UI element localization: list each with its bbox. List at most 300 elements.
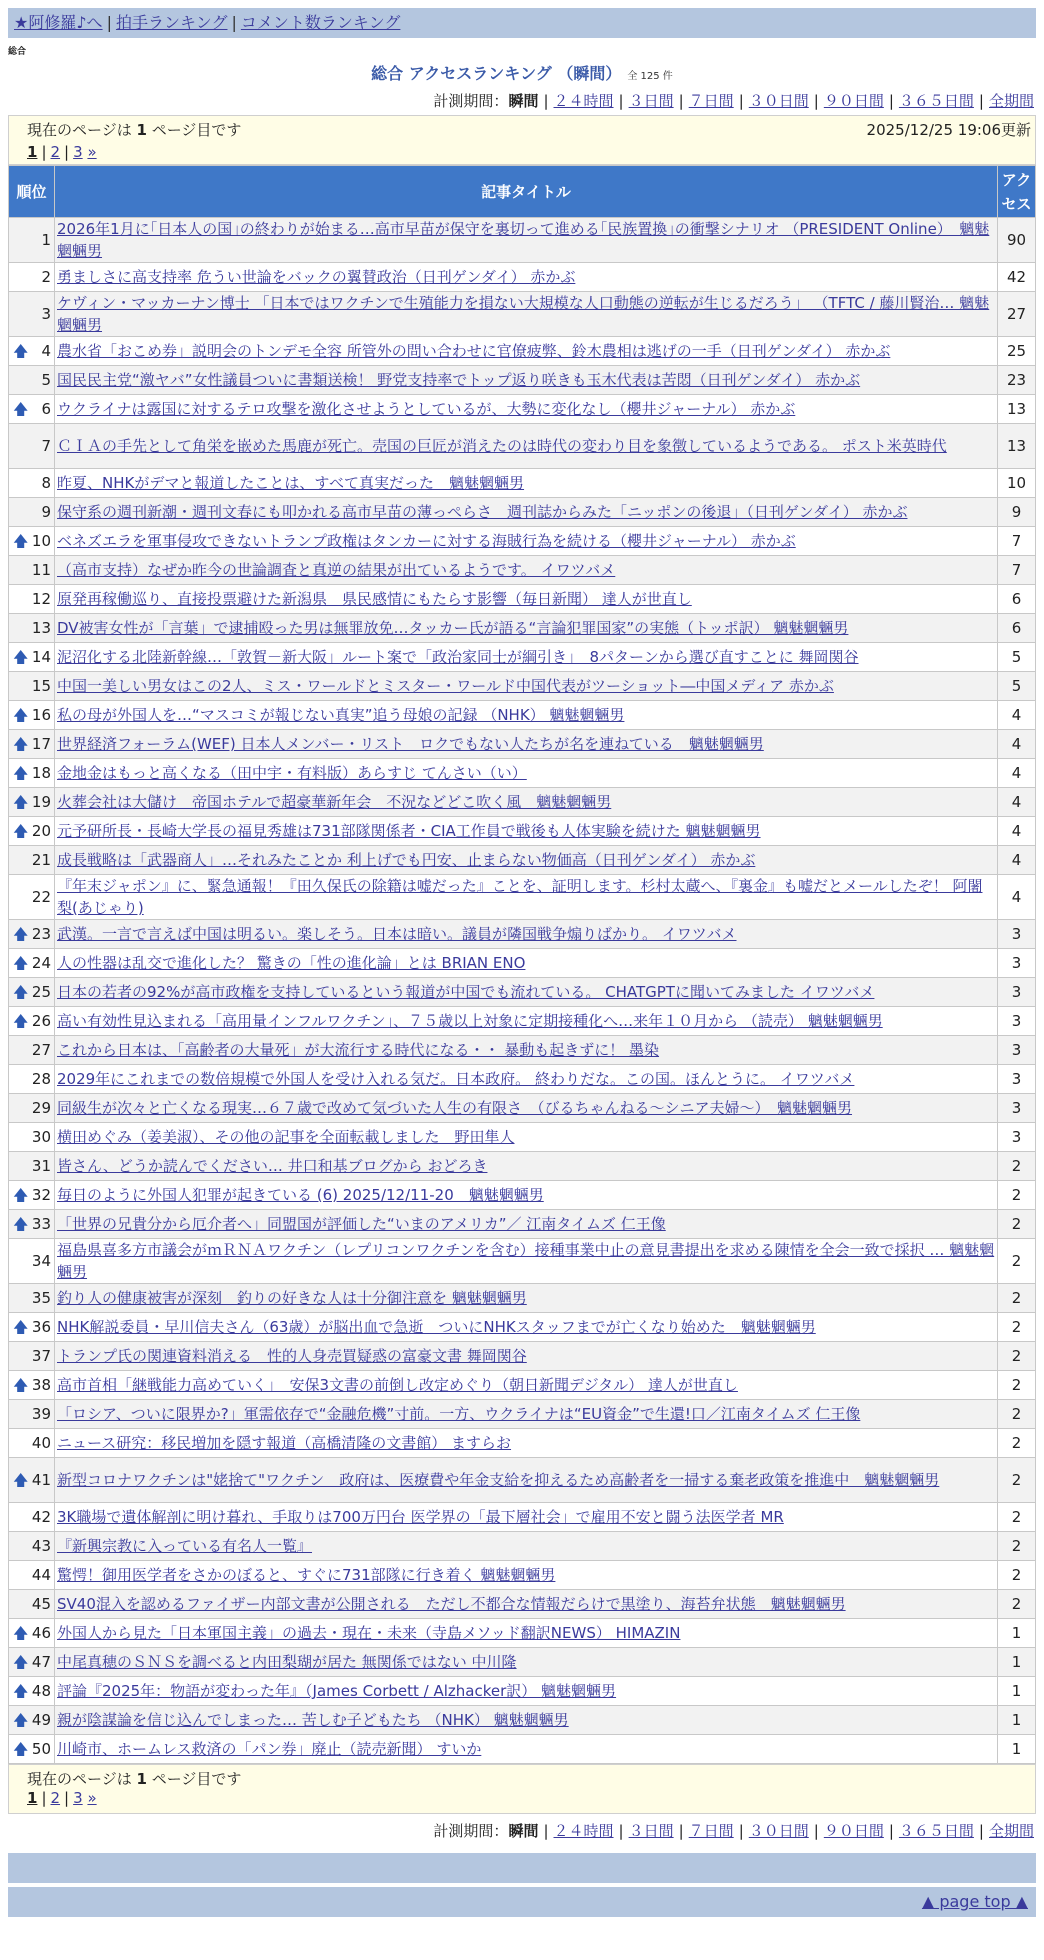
article-link[interactable]: 高市首相「継戦能力高めていく」 安保3文書の前倒し改定めぐり（朝日新聞デジタル） 達人が世直し: [57, 1376, 738, 1394]
rank-cell: [9, 920, 55, 949]
current-page-text: 現在のページは 1 ページ目です: [27, 121, 242, 139]
article-link[interactable]: 毎日のように外国人犯罪が起きている (6) 2025/12/11-20 魑魅魍魎男: [57, 1186, 544, 1204]
access-count: 3: [998, 1123, 1036, 1152]
period-option-5[interactable]: ３６５日間: [898, 1822, 974, 1840]
article-link[interactable]: 評論『2025年：物語が変わった年』（James Corbett / Alzhacker訳） 魑魅魍魎男: [57, 1682, 617, 1700]
title-cell: [55, 1036, 998, 1065]
rank-cell: [9, 788, 55, 817]
rank-cell: [9, 1239, 55, 1284]
table-row: [9, 1284, 1036, 1313]
article-link[interactable]: 私の母が外国人を…“マスコミが報じない真実”追う母娘の記録 （NHK） 魑魅魍魎男: [57, 706, 625, 724]
rank-number: 28: [31, 1070, 51, 1088]
rank-number: 10: [31, 532, 51, 550]
up-arrow-icon: 🡅: [13, 532, 29, 550]
title-cell: [55, 292, 998, 337]
article-link[interactable]: ベネズエラを軍事侵攻できないトランプ政権はタンカーに対する海賊行為を続ける（櫻井ジャーナル） 赤かぶ: [57, 532, 796, 550]
article-link[interactable]: 新型コロナワクチンは"姥捨て"ワクチン 政府は、医療費や年金支給を抑えるため高齢者を一掃する棄老政策を推進中 魑魅魍魎男: [57, 1471, 940, 1489]
rank-number: 50: [31, 1740, 51, 1758]
access-count: 3: [998, 1065, 1036, 1094]
period-option-6[interactable]: 全期間: [988, 92, 1034, 110]
rank-number: 5: [41, 371, 51, 389]
table-header-row: [9, 166, 1036, 218]
up-arrow-icon: 🡅: [13, 1012, 29, 1030]
rank-cell: [9, 1619, 55, 1648]
table-row: [9, 1371, 1036, 1400]
access-count: 3: [998, 978, 1036, 1007]
rank-number: 18: [31, 764, 51, 782]
rank-number: 30: [31, 1128, 51, 1146]
article-link[interactable]: 中国一美しい男女はこの2人、ミス・ワールドとミスター・ワールド中国代表がツーショット―中国メディア 赤かぶ: [57, 677, 834, 695]
table-row: [9, 1094, 1036, 1123]
pager-current-page: 1: [27, 143, 38, 161]
rank-cell: [9, 1036, 55, 1065]
article-link[interactable]: 親が陰謀論を信じ込んでしまった… 苦しむ子どもたち （NHK） 魑魅魍魎男: [57, 1711, 569, 1729]
title-cell: [55, 672, 998, 701]
category-label: 総合: [8, 47, 27, 57]
rank-number: 44: [31, 1566, 51, 1584]
table-row: [9, 498, 1036, 527]
rank-cell: [9, 1735, 55, 1764]
rank-number: 29: [31, 1099, 51, 1117]
article-link[interactable]: 保守系の週刊新潮・週刊文春にも叩かれる高市早苗の薄っぺらさ 週刊誌からみた「ニッポンの後退」（日刊ゲンダイ） 赤かぶ: [57, 503, 908, 521]
title-cell: [55, 788, 998, 817]
period-option-0[interactable]: ２４時間: [553, 1822, 614, 1840]
article-link[interactable]: 元予研所長・長崎大学長の福見秀雄は731部隊関係者・CIA工作員で戦後も人体実験を続けた 魑魅魍魎男: [57, 822, 761, 840]
rank-number: 22: [31, 888, 51, 906]
access-count: 3: [998, 920, 1036, 949]
article-link[interactable]: 世界経済フォーラム(WEF) 日本人メンバー・リスト ロクでもない人たちが名を連ねている 魑魅魍魎男: [57, 735, 764, 753]
title-cell: [55, 1007, 998, 1036]
title-cell: [55, 1371, 998, 1400]
rank-cell: [9, 1400, 55, 1429]
title-cell: [55, 1648, 998, 1677]
article-link[interactable]: 『新興宗教に入っている有名人一覧』: [57, 1537, 313, 1555]
period-separator: |: [543, 92, 549, 110]
period-option-4[interactable]: ９０日間: [823, 1822, 884, 1840]
article-link[interactable]: 農水省「おこめ券」説明会のトンデモ全容 所管外の問い合わせに官僚疲弊、鈴木農相は逃げの一手（日刊ゲンダイ） 赤かぶ: [57, 342, 891, 360]
title-cell: [55, 614, 998, 643]
header-access: アクセス: [998, 166, 1036, 218]
table-row: [9, 846, 1036, 875]
table-row: [9, 672, 1036, 701]
up-arrow-icon: 🡅: [13, 1653, 29, 1671]
period-option-2[interactable]: ７日間: [688, 92, 734, 110]
rank-number: 36: [31, 1318, 51, 1336]
up-arrow-icon: 🡅: [13, 400, 29, 418]
table-row: [9, 1590, 1036, 1619]
rank-cell: [9, 614, 55, 643]
rank-number: 42: [31, 1508, 51, 1526]
rank-number: 4: [41, 342, 51, 360]
header-rank: 順位: [9, 166, 55, 218]
rank-number: 45: [31, 1595, 51, 1613]
article-link[interactable]: 驚愕！御用医学者をさかのぼると、すぐに731部隊に行き着く 魑魅魍魎男: [57, 1566, 556, 1584]
pager-next[interactable]: »: [87, 143, 97, 161]
page-info-bottom: [8, 1764, 1036, 1814]
title-cell: [55, 1094, 998, 1123]
access-count: 5: [998, 672, 1036, 701]
title-cell: [55, 1706, 998, 1735]
rank-cell: [9, 527, 55, 556]
up-arrow-icon: 🡅: [13, 1682, 29, 1700]
period-current: 瞬間: [508, 1822, 539, 1840]
rank-cell: [9, 1342, 55, 1371]
table-row: [9, 556, 1036, 585]
rank-number: 35: [31, 1289, 51, 1307]
rank-cell: [9, 1590, 55, 1619]
table-row: [9, 263, 1036, 292]
title-cell: [55, 585, 998, 614]
table-row: [9, 337, 1036, 366]
period-option-0[interactable]: ２４時間: [553, 92, 614, 110]
article-link[interactable]: 釣り人の健康被害が深刻 釣りの好きな人は十分御注意を 魑魅魍魎男: [57, 1289, 527, 1307]
table-row: [9, 1239, 1036, 1284]
access-count: 2: [998, 1210, 1036, 1239]
title-cell: [55, 730, 998, 759]
rank-number: 37: [31, 1347, 51, 1365]
article-link[interactable]: 2029年にこれまでの数倍規模で外国人を受け入れる気だ。日本政府。 終わりだな。この国。ほんとうに。 イワツバメ: [57, 1070, 855, 1088]
article-link[interactable]: ニュース研究：移民増加を隠す報道（高橋清隆の文書館） ますらお: [57, 1434, 512, 1452]
period-option-3[interactable]: ３０日間: [748, 92, 809, 110]
period-option-3[interactable]: ３０日間: [748, 1822, 809, 1840]
period-option-1[interactable]: ３日間: [628, 92, 674, 110]
up-arrow-icon: 🡅: [13, 648, 29, 666]
up-arrow-icon: 🡅: [13, 822, 29, 840]
article-link[interactable]: 高い有効性見込まれる「高用量インフルワクチン」、７５歳以上対象に定期接種化へ…来年１０月から （読売） 魑魅魍魎男: [57, 1012, 883, 1030]
access-count: 7: [998, 527, 1036, 556]
access-count: 1: [998, 1735, 1036, 1764]
access-count: 2: [998, 1400, 1036, 1429]
table-row: [9, 1706, 1036, 1735]
table-row: [9, 1036, 1036, 1065]
rank-number: 39: [31, 1405, 51, 1423]
period-option-1[interactable]: ３日間: [628, 1822, 674, 1840]
rank-cell: [9, 1313, 55, 1342]
title-cell: [55, 701, 998, 730]
rank-cell: [9, 263, 55, 292]
table-row: [9, 1532, 1036, 1561]
title-cell: [55, 759, 998, 788]
access-count: 3: [998, 949, 1036, 978]
period-separator: |: [813, 1822, 819, 1840]
article-link[interactable]: 3K職場で遺体解剖に明け暮れ、手取りは700万円台 医学界の「最下層社会」で雇用不安と闘う法医学者 MR: [57, 1508, 784, 1526]
access-count: 2: [998, 1590, 1036, 1619]
table-row: [9, 817, 1036, 846]
title-cell: [55, 556, 998, 585]
title-cell: [55, 949, 998, 978]
access-count: 2: [998, 1152, 1036, 1181]
title-cell: [55, 1313, 998, 1342]
table-row: [9, 1400, 1036, 1429]
period-separator: |: [813, 92, 819, 110]
rank-cell: [9, 701, 55, 730]
pager-page-3[interactable]: 3: [73, 1789, 83, 1807]
table-row: [9, 1007, 1036, 1036]
access-count: 9: [998, 498, 1036, 527]
access-count: 4: [998, 788, 1036, 817]
access-count: 4: [998, 817, 1036, 846]
up-arrow-icon: 🡅: [13, 983, 29, 1001]
access-count: 2: [998, 1371, 1036, 1400]
article-link[interactable]: 成長戦略は「武器商人」…それみたことか 利上げでも円安、止まらない物価高（日刊ゲンダイ） 赤かぶ: [57, 851, 756, 869]
article-link[interactable]: 火葬会社は大儲け 帝国ホテルで超豪華新年会 不況などどこ吹く風 魑魅魍魎男: [57, 793, 612, 811]
title-cell: [55, 1284, 998, 1313]
title-cell: [55, 469, 998, 498]
rank-number: 12: [31, 590, 51, 608]
article-link[interactable]: 「ロシア、ついに限界か?」軍需依存で“金融危機”寸前。一方、ウクライナは“EU資金”で生還!口／江南タイムズ 仁王像: [57, 1405, 861, 1423]
table-row: [9, 701, 1036, 730]
rank-cell: [9, 817, 55, 846]
up-arrow-icon: 🡅: [13, 793, 29, 811]
article-link[interactable]: 金地金はもっと高くなる（田中宇・有料版）あらすじ てんさい（い）: [57, 764, 527, 782]
article-link[interactable]: これから日本は、「高齢者の大量死」が大流行する時代になる・・ 暴動も起きずに！ 墨染: [57, 1041, 660, 1059]
title-cell: [55, 1342, 998, 1371]
article-link[interactable]: 2026年1月に｢日本人の国｣の終わりが始まる…高市早苗が保守を裏切って進める｢民族置換｣の衝撃シナリオ （PRESIDENT Online） 魑魅魍魎男: [57, 220, 990, 260]
rank-cell: [9, 643, 55, 672]
article-link[interactable]: 日本の若者の92%が高市政権を支持しているという報道が中国でも流れている。 CHATGPTに聞いてみました イワツバメ: [57, 983, 875, 1001]
period-separator: |: [888, 92, 894, 110]
rank-number: 23: [31, 925, 51, 943]
access-count: 42: [998, 263, 1036, 292]
rank-cell: [9, 395, 55, 424]
article-link[interactable]: 外国人から見た「日本軍国主義」の過去・現在・未来（寺島メソッド翻訳NEWS） HIMAZIN: [57, 1624, 681, 1642]
pager-current-page: 1: [27, 1789, 38, 1807]
total-count: 全 125 件: [627, 71, 673, 82]
rank-cell: [9, 1458, 55, 1503]
access-count: 23: [998, 366, 1036, 395]
article-link[interactable]: ケヴィン・マッカーナン博士 「日本ではワクチンで生殖能力を損ない大規模な人口動態の逆転が生じるだろう」 （TFTC / 藤川賢治… 魑魅魍魎男: [57, 294, 990, 334]
table-row: [9, 1503, 1036, 1532]
article-link[interactable]: 武漢。一言で言えば中国は明るい。楽しそう。日本は暗い。議員が隣国戦争煽りばかり。 イワツバメ: [57, 925, 737, 943]
table-row: [9, 1735, 1036, 1764]
table-row: [9, 920, 1036, 949]
rank-cell: [9, 1532, 55, 1561]
table-row: [9, 1210, 1036, 1239]
up-arrow-icon: 🡅: [13, 1740, 29, 1758]
period-separator: |: [678, 92, 684, 110]
up-arrow-icon: 🡅: [13, 925, 29, 943]
title-cell: [55, 920, 998, 949]
article-link[interactable]: （高市支持）なぜか昨今の世論調査と真逆の結果が出ているようです。 イワツバメ: [57, 561, 616, 579]
up-arrow-icon: 🡅: [13, 1624, 29, 1642]
access-count: 2: [998, 1313, 1036, 1342]
access-count: 2: [998, 1181, 1036, 1210]
article-link[interactable]: 泥沼化する北陸新幹線…「敦賀－新大阪」ルート案で「政治家同士が綱引き」 8パターンから選び直すことに 舞岡関谷: [57, 648, 859, 666]
rank-cell: [9, 759, 55, 788]
rank-number: 31: [31, 1157, 51, 1175]
table-row: [9, 1313, 1036, 1342]
pager-separator: |: [41, 1789, 47, 1807]
rank-cell: [9, 846, 55, 875]
access-count: 4: [998, 759, 1036, 788]
pager-page-3[interactable]: 3: [73, 143, 83, 161]
table-row: [9, 643, 1036, 672]
title-cell: [55, 527, 998, 556]
access-count: 27: [998, 292, 1036, 337]
rank-number: 1: [41, 231, 51, 249]
rank-cell: [9, 424, 55, 469]
article-link[interactable]: 福島県喜多方市議会がｍＲＮＡワクチン（レプリコンワクチンを含む）接種事業中止の意見書提出を求める陳情を全会一致で採択 … 魑魅魍魎男: [57, 1241, 995, 1281]
access-count: 2: [998, 1284, 1036, 1313]
table-row: [9, 759, 1036, 788]
period-option-5[interactable]: ３６５日間: [898, 92, 974, 110]
title-cell: [55, 263, 998, 292]
table-row: [9, 1065, 1036, 1094]
table-row: [9, 469, 1036, 498]
ranking-title: 総合 アクセスランキング （瞬間）: [371, 64, 622, 83]
article-link[interactable]: ウクライナは露国に対するテロ攻撃を激化させようとしているが、大勢に変化なし（櫻井ジャーナル） 赤かぶ: [57, 400, 796, 418]
article-link[interactable]: ＣＩＡの手先として角栄を嵌めた馬鹿が死亡。売国の巨匠が消えたのは時代の変わり目を象徴しているようである。 ポスト米英時代: [57, 437, 947, 455]
rank-cell: [9, 1561, 55, 1590]
rank-cell: [9, 1429, 55, 1458]
rank-number: 14: [31, 648, 51, 666]
up-arrow-icon: 🡅: [13, 1376, 29, 1394]
title-cell: [55, 1619, 998, 1648]
rank-cell: [9, 1503, 55, 1532]
up-arrow-icon: 🡅: [13, 735, 29, 753]
article-link[interactable]: 川崎市、ホームレス救済の「パン券」廃止（読売新聞） すいか: [57, 1740, 482, 1758]
rank-cell: [9, 556, 55, 585]
period-selector-top: [8, 90, 1034, 111]
pager-page-2[interactable]: 2: [50, 143, 61, 161]
table-row: [9, 978, 1036, 1007]
table-row: [9, 292, 1036, 337]
rank-cell: [9, 672, 55, 701]
rank-cell: [9, 730, 55, 759]
rank-cell: [9, 218, 55, 263]
rank-cell: [9, 1284, 55, 1313]
top-nav-bar: [8, 8, 1036, 38]
title-cell: [55, 1532, 998, 1561]
nav-applause-ranking[interactable]: 拍手ランキング: [115, 13, 228, 32]
rank-number: 24: [31, 954, 51, 972]
rank-number: 20: [31, 822, 51, 840]
rank-cell: [9, 1210, 55, 1239]
table-row: [9, 1677, 1036, 1706]
rank-number: 16: [31, 706, 51, 724]
rank-number: 46: [31, 1624, 51, 1642]
access-count: 13: [998, 424, 1036, 469]
pager-next[interactable]: »: [87, 1789, 97, 1807]
article-link[interactable]: 昨夏、NHKがデマと報道したことは、すべて真実だった 魑魅魍魎男: [57, 474, 525, 492]
period-option-4[interactable]: ９０日間: [823, 92, 884, 110]
rank-number: 25: [31, 983, 51, 1001]
access-count: 2: [998, 1342, 1036, 1371]
rank-number: 19: [31, 793, 51, 811]
rank-cell: [9, 585, 55, 614]
pager-separator: |: [64, 1789, 70, 1807]
rank-cell: [9, 1065, 55, 1094]
table-row: [9, 366, 1036, 395]
rank-number: 6: [41, 400, 51, 418]
period-option-2[interactable]: ７日間: [688, 1822, 734, 1840]
rank-number: 49: [31, 1711, 51, 1729]
access-count: 90: [998, 218, 1036, 263]
rank-number: 13: [31, 619, 51, 637]
nav-asyura-home[interactable]: ★阿修羅♪へ: [14, 13, 103, 32]
rank-number: 15: [31, 677, 51, 695]
article-link[interactable]: 皆さん、どうか読んでください… 井口和基ブログから おどろき: [57, 1157, 488, 1175]
table-row: [9, 424, 1036, 469]
up-arrow-icon: 🡅: [13, 706, 29, 724]
rank-number: 41: [31, 1471, 51, 1489]
table-row: [9, 1342, 1036, 1371]
article-link[interactable]: DV被害女性が「言葉」で逮捕殴った男は無罪放免…タッカー氏が語る“言論犯罪国家”の実態（トッポ訳） 魑魅魍魎男: [57, 619, 849, 637]
rank-number: 48: [31, 1682, 51, 1700]
period-separator: |: [978, 92, 984, 110]
article-link[interactable]: 横田めぐみ（姜美淑）、その他の記事を全面転載しました 野田隼人: [57, 1128, 515, 1146]
table-row: [9, 1181, 1036, 1210]
page-top-link[interactable]: ▲ page top ▲: [921, 1892, 1028, 1911]
period-option-6[interactable]: 全期間: [988, 1822, 1034, 1840]
access-count: 2: [998, 1458, 1036, 1503]
rank-number: 7: [41, 437, 51, 455]
article-link[interactable]: 同級生が次々と亡くなる現実…６７歳で改めて気づいた人生の有限さ （びるちゃんねる～シニア夫婦～） 魑魅魍魎男: [57, 1099, 853, 1117]
title-cell: [55, 1400, 998, 1429]
article-link[interactable]: 『年末ジャポン』に、緊急通報！『田久保氏の除籍は嘘だった』ことを、証明します。杉村太蔵へ、『裏金』も嘘だとメールしたぞ！ 阿闍梨(あじゃり): [57, 877, 983, 917]
article-link[interactable]: 原発再稼働巡り、直接投票避けた新潟県 県民感情にもたらす影響（毎日新聞） 達人が世直し: [57, 590, 692, 608]
article-link[interactable]: 人の性器は乱交で進化した？ 驚きの「性の進化論」とは BRIAN ENO: [57, 954, 526, 972]
table-row: [9, 1619, 1036, 1648]
access-count: 1: [998, 1619, 1036, 1648]
title-cell: [55, 1590, 998, 1619]
nav-comment-ranking[interactable]: コメント数ランキング: [240, 13, 401, 32]
title-cell: [55, 978, 998, 1007]
ranking-table: [8, 165, 1036, 1764]
table-row: [9, 1429, 1036, 1458]
article-link[interactable]: トランプ氏の関連資料消える 性的人身売買疑惑の富豪文書 舞岡関谷: [57, 1347, 527, 1365]
article-link[interactable]: SV40混入を認めるファイザー内部文書が公開される ただし不都合な情報だらけで黒塗り、海苔弁状態 魑魅魍魎男: [57, 1595, 846, 1613]
period-label: 計測期間：: [433, 92, 509, 110]
period-label: 計測期間：: [433, 1822, 509, 1840]
rank-number: 40: [31, 1434, 51, 1452]
rank-number: 3: [41, 305, 51, 323]
article-link[interactable]: 勇ましさに高支持率 危うい世論をバックの翼賛政治（日刊ゲンダイ） 赤かぶ: [57, 268, 576, 286]
rank-number: 17: [31, 735, 51, 753]
article-link[interactable]: NHK解説委員・早川信夫さん（63歳）が脳出血で急逝 ついにNHKスタッフまでが亡くなり始めた 魑魅魍魎男: [57, 1318, 816, 1336]
pager-page-2[interactable]: 2: [50, 1789, 61, 1807]
rank-cell: [9, 1181, 55, 1210]
article-link[interactable]: 国民民主党“激ヤバ”女性議員ついに書類送検！ 野党支持率でトップ返り咲きも玉木代表は苦悶（日刊ゲンダイ） 赤かぶ: [57, 371, 861, 389]
table-row: [9, 585, 1036, 614]
rank-cell: [9, 1648, 55, 1677]
article-link[interactable]: 「世界の兄貴分から厄介者へ」同盟国が評価した“いまのアメリカ”／ 江南タイムズ 仁王像: [57, 1215, 666, 1233]
title-cell: [55, 1123, 998, 1152]
table-row: [9, 614, 1036, 643]
access-count: 2: [998, 1503, 1036, 1532]
table-row: [9, 788, 1036, 817]
rank-cell: [9, 498, 55, 527]
page-info-top: [8, 115, 1036, 165]
period-separator: |: [738, 92, 744, 110]
access-count: 1: [998, 1648, 1036, 1677]
access-count: 4: [998, 730, 1036, 759]
period-separator: |: [618, 92, 624, 110]
up-arrow-icon: 🡅: [13, 1215, 29, 1233]
access-count: 2: [998, 1532, 1036, 1561]
title-cell: [55, 817, 998, 846]
rank-number: 11: [31, 561, 51, 579]
access-count: 6: [998, 585, 1036, 614]
table-row: [9, 1648, 1036, 1677]
rank-cell: [9, 949, 55, 978]
rank-cell: [9, 1123, 55, 1152]
title-cell: [55, 1561, 998, 1590]
rank-cell: [9, 337, 55, 366]
article-link[interactable]: 中尾真穂のＳＮＳを調べると内田梨瑚が居た 無関係ではない 中川隆: [57, 1653, 517, 1671]
period-separator: |: [738, 1822, 744, 1840]
table-row: [9, 1123, 1036, 1152]
